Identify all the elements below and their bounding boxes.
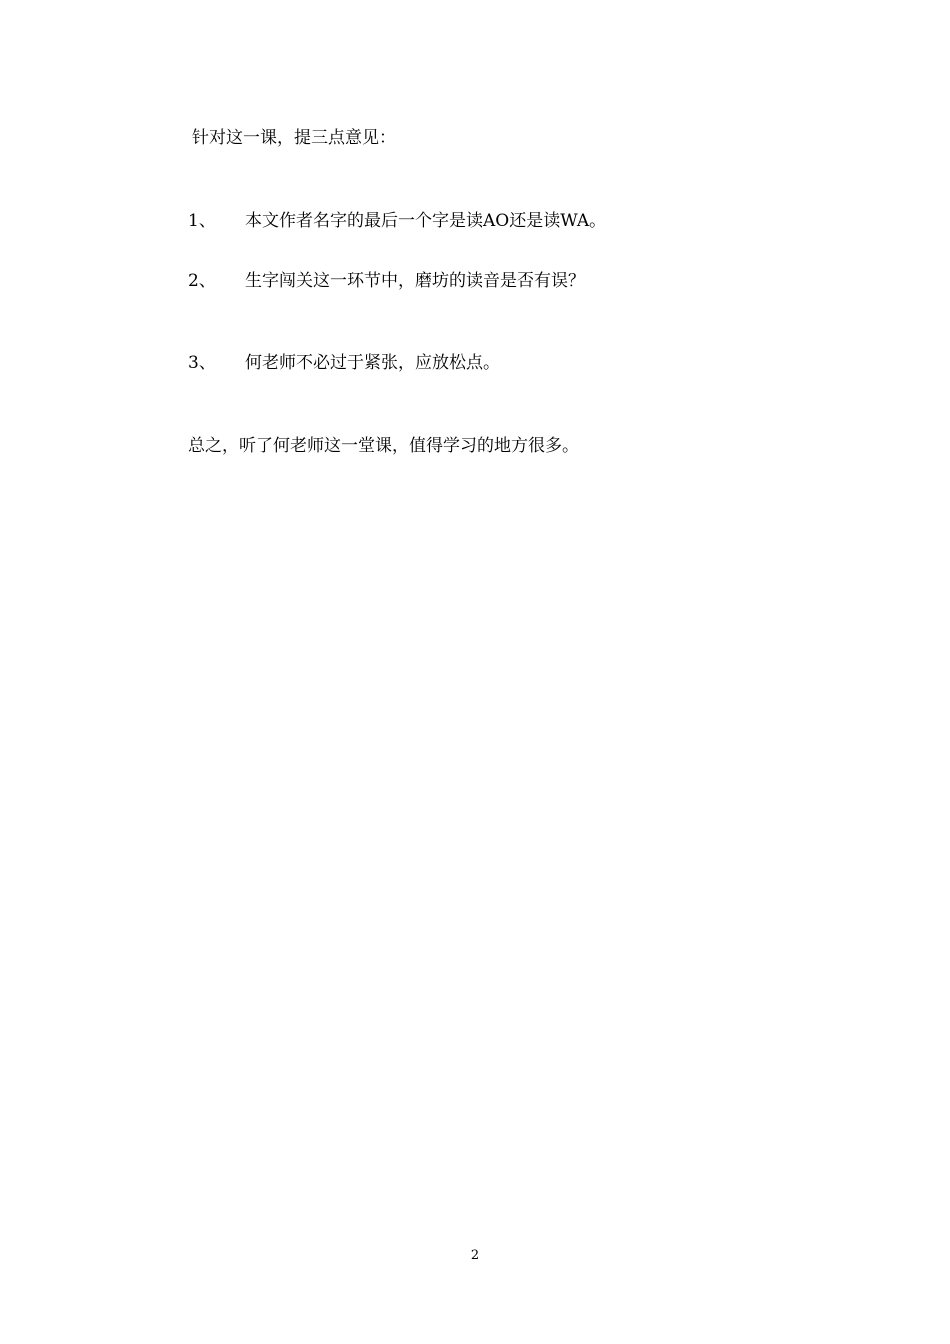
list-item-text: 生字闯关这一环节中，磨坊的读音是否有误？ bbox=[245, 271, 585, 291]
list-item-number: 2、 bbox=[188, 271, 216, 291]
page-number: 2 bbox=[470, 1248, 480, 1263]
list-item bbox=[188, 270, 585, 292]
summary-paragraph: 总之，听了何老师这一堂课，值得学习的地方很多。 bbox=[188, 436, 579, 456]
list-item-text: 何老师不必过于紧张，应放松点。 bbox=[245, 353, 500, 373]
list-item-number: 3、 bbox=[188, 353, 216, 373]
list-item-text: 本文作者名字的最后一个字是读AO还是读WA。 bbox=[245, 211, 607, 231]
list-item bbox=[188, 352, 500, 374]
list-item-number: 1、 bbox=[188, 211, 216, 231]
intro-paragraph: 针对这一课，提三点意见： bbox=[192, 128, 396, 148]
list-item bbox=[188, 210, 606, 232]
